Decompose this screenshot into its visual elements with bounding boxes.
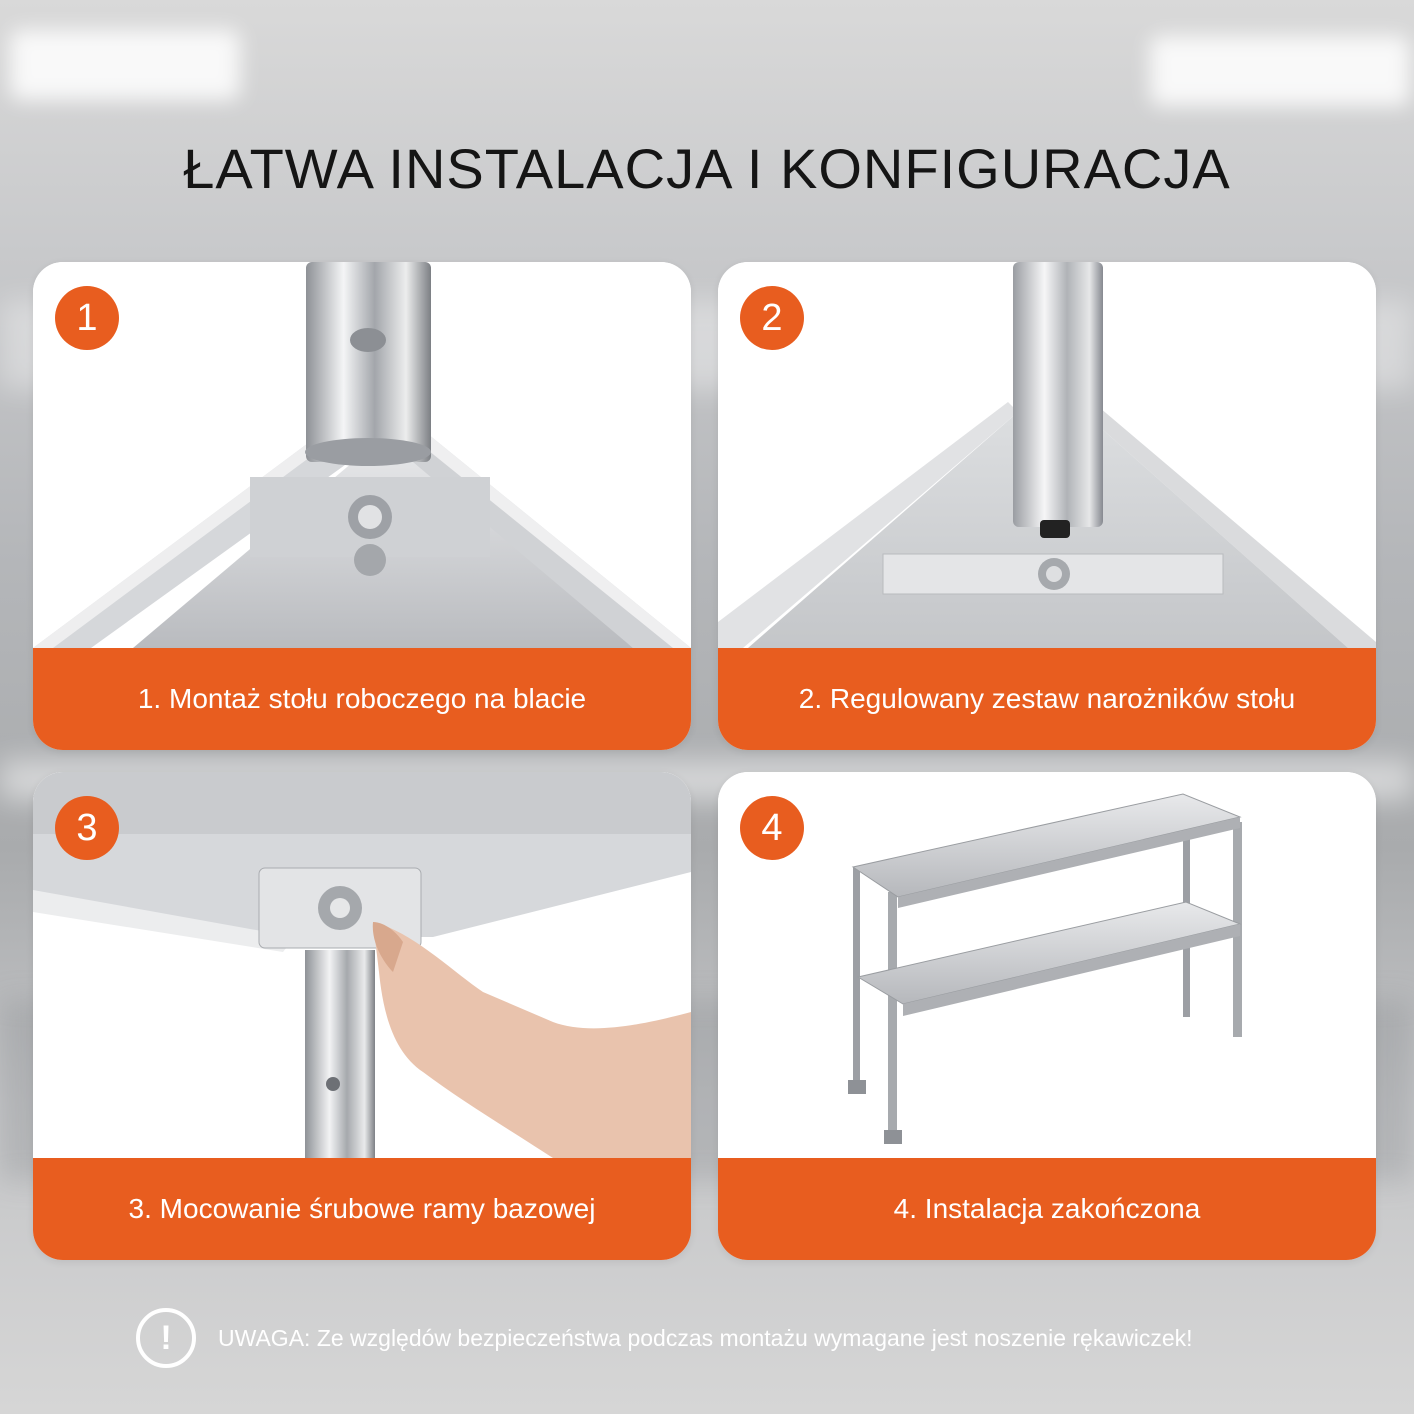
step-card-4: [718, 772, 1376, 1260]
photo-table-leg-corner: [33, 262, 691, 648]
step-caption: 4. Instalacja zakończona: [718, 1158, 1376, 1260]
step-card-3: [33, 772, 691, 1260]
page-title: ŁATWA INSTALACJA I KONFIGURACJA: [183, 137, 1231, 200]
safety-notice: [136, 1306, 1193, 1370]
step-number-badge: 3: [55, 796, 119, 860]
photo-table-corner-bracket: [718, 262, 1376, 648]
step-card-1: [33, 262, 691, 750]
ceiling-light: [10, 30, 240, 100]
step-number-badge: 2: [740, 286, 804, 350]
safety-notice-text: UWAGA: Ze względów bezpieczeństwa podczas montażu wymagane jest noszenie rękawiczek!: [218, 1324, 1193, 1351]
step-caption: 1. Montaż stołu roboczego na blacie: [33, 648, 691, 750]
photo-hand-tightening-bolt: [33, 772, 691, 1158]
exclamation-circle-icon: !: [136, 1308, 196, 1368]
step-number-badge: 4: [740, 796, 804, 860]
step-card-2: [718, 262, 1376, 750]
photo-two-tier-steel-shelf: [718, 772, 1376, 1158]
step-number-badge: 1: [55, 286, 119, 350]
step-caption: 3. Mocowanie śrubowe ramy bazowej: [33, 1158, 691, 1260]
step-caption: 2. Regulowany zestaw narożników stołu: [718, 648, 1376, 750]
ceiling-light: [1150, 36, 1410, 106]
